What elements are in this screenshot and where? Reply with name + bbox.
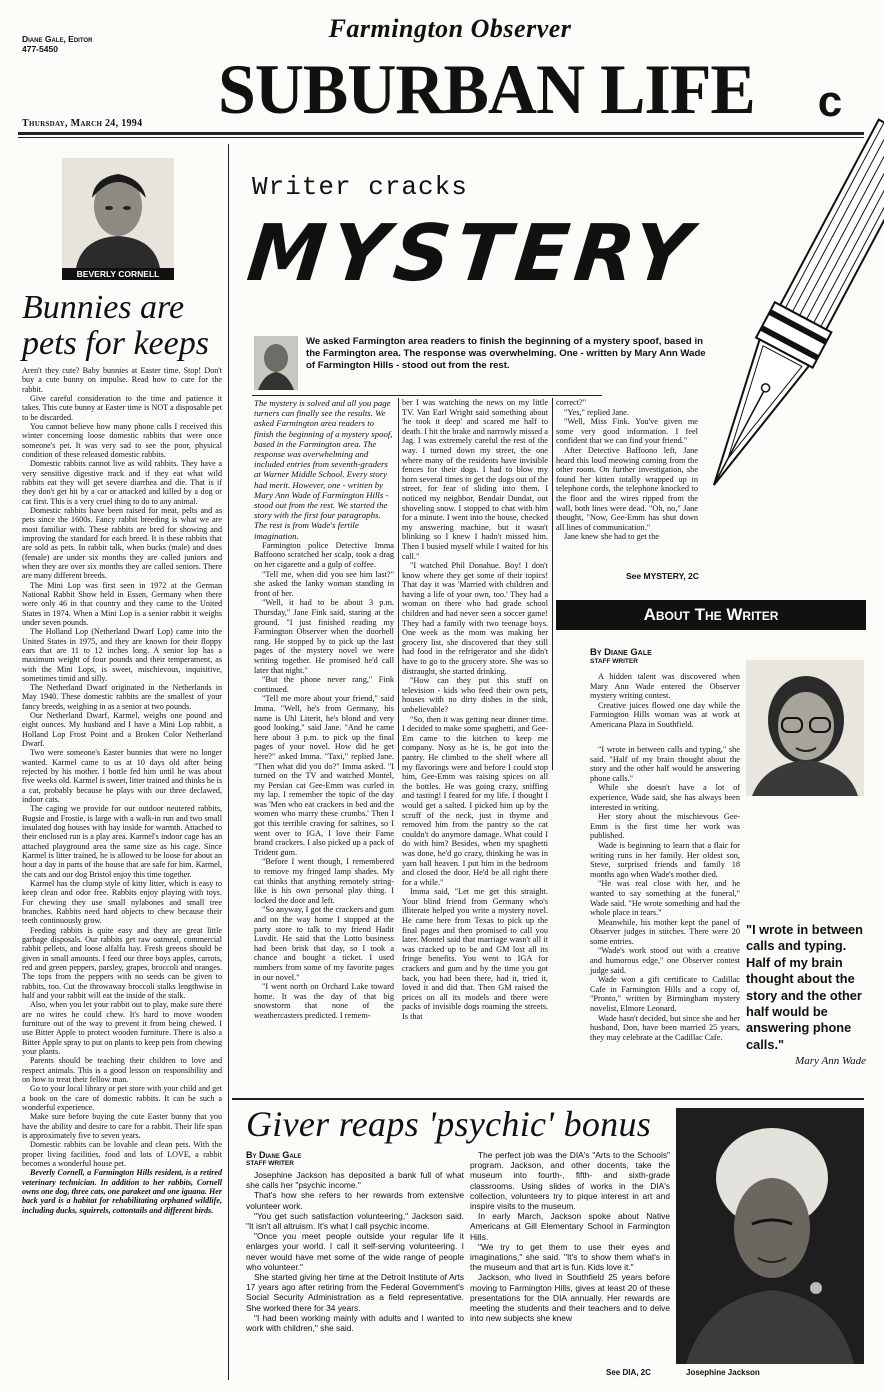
bunnies-para: Karmel has the clump style of kitty litter, which is easy to keep clean and odor free. Rabbits enjoy playing with toys. For chewing they use small nylabones and small tree branches. Rabbits need hard objects to chew because their teeth continuously grow. [22,879,222,926]
about-writer-header: About The Writer [556,600,866,630]
about-para: A hidden talent was discovered when Mary Ann Wade entered the Observer mystery writing contest. [590,672,740,701]
bunnies-para: Parents should be teaching their children to love and respect animals. This is a good lesson on responsibility and on how to treat their fellow man. [22,1056,222,1084]
mystery-para: "But the phone never rang," Fink continued. [254,675,394,694]
giver-para: "I had been working mainly with adults and I wanted to work with children," she said. [246,1312,464,1334]
giver-byline [246,1150,301,1167]
mystery-intro: We asked Farmington area readers to finish the beginning of a mystery spoof, based in the Farmington area. The response was overwhelming. One - written by Mary Ann Wade of Farmington Hills - stood out from the rest. [306,336,706,372]
about-byline-name: By Diane Gale [590,647,652,658]
about-para: Wade is beginning to learn that a flair for writing runs in her family. Her oldest son, Steve, surprised friends and family 18 months ago when Wade's mother died. [590,840,740,879]
giver-para: "Once you meet people outside your regular life it enlarges your world. I call it self-serving volunteering. I never would have met some of the wide range of people who volunteer." [246,1231,464,1272]
mystery-col-divider [398,398,399,770]
mystery-column-3 [556,398,698,568]
columnist-caption: BEVERLY CORNELL [62,268,174,280]
about-para: Her story about the mischievous Gee-Emm is the first time her work was published. [590,812,740,841]
mystery-para: "Tell me more about your friend," said Imma. "Well, he's from Germany, his name is Uhl Literit, he's blond and very good looking," said Jane. "And he came here about 3 p.m. to pick up the final pages of your novel. How did he get here?" asked Imma. "Taxi," replied Jane. "Then what did you do?" Imma asked. "I turned on the TV and watched Montel, my Persian cat Gee-Emm was curled in my lap. I remember the topic of the day was 'Men who eat crackers in bed and the women who marry these crumbs.' Then I got this terrible craving for saltines, so I went over to IGA, I love their Fame brand crackers. I also picked up a pack of Trident gum. [254,694,394,857]
fountain-pen-illustration [700,142,864,572]
masthead-rule-thin [18,137,864,138]
section-letter: c [817,77,843,126]
about-lead [590,672,740,744]
bunnies-para: The caging we provide for our outdoor neutered rabbits, Bugsie and Frostie, is large with a walk-in run and two small insulated dog houses with hay inside for warmth. Attached to their enclosed run is a play area. Karmel's indoor cage has an attached playground area the same size as his cage. Since Karmel is litter trained, he is allowed to be loose for about an hour a day in parts of the house that are safe for him. Karmel, the cats and our dog Bristol enjoy this time together. [22,804,222,879]
bunnies-para: Two were someone's Easter bunnies that were no longer wanted. Karmel came to us at 10 days old after being rejected by his mother. I bottle fed him until he was about five weeks old. Karmel is sweet, litter trained and thinks he is a cat, probably because he plays with our three declawed, indoor cats. [22,748,222,805]
mary-ann-wade-photo [746,660,864,796]
giver-para: She started giving her time at the Detroit Institute of Arts 17 years ago after retiring from the Federal Government's Social Security Administration as a field representative. She worked there for 34 years. [246,1272,464,1313]
mystery-para: "I went north on Orchard Lake toward home. It was the day of that big snowstorm that none of the weathercasters predicted. I remem- [254,982,394,1020]
mystery-para: Imma said, "Let me get this straight. Your blind friend from Germany who's illiterate helped you write a mystery novel. He came here from Texas to pick up the final pages and then promised to call you later. Montel said that marriage wasn't all it was cracked up to be and GM lost all its fringe benefits. You went to IGA for crackers and gum and by the time you got back, you had been there, had it, tried it, loved it and did that. Then GM raised the prices on all its models and there were packs of invisible dogs roaming the streets. Is that [402,887,548,1021]
bunnies-para: Give careful consideration to the time and patience it takes. This cute bunny at Easter time is NOT a disposable pet to be discarded. [22,393,222,422]
mystery-col-divider [552,398,553,770]
mystery-column-1 [254,398,394,1020]
bunnies-article [22,366,222,1376]
about-para: While she doesn't have a lot of experience, Wade said, she has always been interested in writing. [590,783,740,812]
about-pullquote [746,922,866,1067]
about-byline [590,647,652,665]
mystery-editor-note: The mystery is solved and all you page turners can finally see the results. We asked Farmington area readers to finish the beginning of a mystery spoof, based in the Farmington area. The response was overwhelming and included entries from seventh-graders at Warner Middle School. Every story had merit. However, one - written by Mary Ann Wade of Farmington Hills - stood out from the rest. We started the story with the first four paragraphs. The rest is from Wade's fertile imagination. [254,398,393,541]
mystery-intro-rule [252,395,602,396]
mystery-para: After Detective Baffoono left, Jane heard this loud meowing coming from the other room. On further investigation, she found her kitten totally wrapped up in telephone cords, the telephone knocked to the floor and the wires ripped from the wall, both lines were dead. "Oh, no," Jane thought, "Now, Gee-Emm has shut down all lines of communication." [556,445,698,532]
bunnies-para: You cannot believe how many phone calls I received this winter concerning loose domestic rabbits that were once someone's pet. It was very sad to see the poor, physical condition of these released domestic rabbits. [22,421,222,459]
josephine-jackson-caption: Josephine Jackson [686,1368,760,1377]
bunnies-headline: Bunnies are pets for keeps [22,289,209,362]
about-para: "He was real close with her, and he wanted to say something at the funeral," Wade said. "He wrote something and had the whole place in tears." [590,879,740,918]
issue-date: Thursday, March 24, 1994 [22,118,143,129]
bunnies-para: Feeding rabbits is quite easy and they are great little garbage disposals. Our rabbits get raw oatmeal, commercial rabbit pellets, and loose alfalfa hay. Fresh greens should be given in small amounts. I feed our three boys apples, carrots, red and green peppers, parsley, grapes, broccoli and oranges. The tops from the peppers with no seeds can be given to rabbits, too. Cut the throwaway broccoli stalks lengthwise in half and your rabbit will eat the inside of the stalk. [22,925,222,1000]
writer-inset-photo [254,336,298,390]
mystery-para: "I watched Phil Donahue. Boy! I don't know where they get some of their topics! That day it was 'Married with children and having a life of your own, too.' They had a woman on there who had grade school children and had never seen a soccer game! They had a family with two teenage boys. One week as the mom was making her grocery list, she discovered that they still had food in the refrigerator and she didn't have to go to the grocery store. She was so distraught, she started drinking. [402,561,548,676]
mystery-para: "Before I went though, I remembered to remove my fringed lamp shades. My cat thinks that anything remotely string-like is his own personal play thing. I locked the door and left. [254,857,394,905]
about-para: Meanwhile, his mother kept the panel of Observer judges in stitches. There were 20 some entries. [590,917,740,946]
bunnies-para: Domestic rabbits cannot live as wild rabbits. They have a very sensitive digestive track and if they eat what wild rabbits eat they will get severe diarrhea and die. That is if they don't get hit by a car or attacked and killed by a dog or cat first. This is a very cruel thing to do to any animal. [22,459,222,506]
about-body [590,745,740,1090]
giver-para: "You get such satisfaction volunteering," Jackson said. "It isn't all altruism. It's what I call psychic income. [246,1210,464,1232]
bunnies-para: Our Netherland Dwarf, Karmel, weighs one pound and eight ounces. My husband and I have a Mini Lop rabbit, a Holland Lop Frost Point and a Broken Color Netherland Dwarf. [22,711,222,749]
editor-credit [22,34,92,54]
about-para: "Wade's work stood out with a creative and humorous edge," one Observer contest judge said. [590,946,740,975]
mystery-para: Jane knew she had to get the [564,532,659,542]
pullquote-attribution: Mary Ann Wade [795,1055,866,1068]
bunnies-para: Also, when you let your rabbit out to play, make sure there are no wires he could chew. It's hard to move wooden furniture out of the way to prevent it from being chewed. I use Bitter Apple to protect wooden furniture. There is also a Bitter Apple spray to put on plants to keep pets from chewing your plants. [22,1000,222,1056]
giver-headline: Giver reaps 'psychic' bonus [246,1104,652,1144]
giver-byline-name: By Diane Gale [246,1150,302,1160]
bunnies-para: The Netherland Dwarf originated in the Netherlands in May 1940. These domestic rabbits are the smallest of your fancy breeds, weighing in as a senior at two pounds. [22,683,222,711]
giver-column-1 [246,1170,464,1380]
mystery-para: "Yes," replied Jane. [564,407,629,417]
columnist-bio: Beverly Cornell, a Farmington Hills resident, is a retired veterinary technician. In addition to her rabbits, Cornell owns one dog, three cats, one parakeet and one iguana. Her back yard is a habitat for rehabilitating orphaned wildlife, including ducks, squirrels, cottontails and different birds. [22,1168,222,1215]
mystery-kicker: Writer cracks [252,172,468,202]
giver-para: The perfect job was the DIA's "Arts to the Schools" program. Jackson, and other docents, take the museum into fourth-, fifth- and sixth-grade classrooms. Using slides of works in the DIA's collection, volunteers try to pique interest in art and inspire visits to the museum. [470,1150,670,1212]
mystery-para: correct?" [556,398,587,407]
giver-column-2 [470,1150,670,1374]
bunnies-para: Go to your local library or pet store with your child and get a book on the care of domestic rabbits. It can be such a wonderful experience. [22,1084,222,1112]
about-para: Wade hasn't decided, but since she and her husband, Don, have been married 25 years, they may celebrate at the Cadillac Cafe. [590,1013,740,1042]
bunnies-para: Domestic rabbits can be lovable and clean pets. With the proper living facilities, food and lots of LOVE, a rabbit becomes a wonderful house pet. [22,1140,222,1168]
mystery-jump-link[interactable]: See MYSTERY, 2C [626,571,699,581]
paper-nameplate: Farmington Observer [328,14,572,43]
mystery-para: Farmington police Detective Imma Baffoono scratched her scalp, took a drag on her cigarette and a gulp of coffee. [254,540,394,570]
pullquote-text: "I wrote in between calls and typing. Half of my brain thought about the story and the other half would be answering phone calls." [746,922,863,1052]
giver-para: That's how she refers to her rewards from extensive volunteer work. [246,1190,464,1211]
bunnies-para: Domestic rabbits have been raised for meat, pelts and as pets since the 1600s. Fancy rabbit breeding is what we are most familiar with. These rabbits are bred for showing and improving the standard for each breed. It is these rabbits that are sold as pets. In rabbit talk, when bucks (male) and does (female) are under six months they are called juniors and when they are over six months they are called seniors. There are many different breeds. [22,505,222,581]
mystery-para: "Tell me, when did you see him last?" she asked the lanky woman standing in front of her. [254,569,394,598]
section-title: SUBURBAN LIFE [218,49,755,129]
mystery-headline: MYSTERY [243,209,701,299]
giver-jump-link[interactable]: See DIA, 2C [606,1368,651,1377]
mystery-para: "Well, Miss Fink. You've given me some very good information. I feel confident that we can find your friend." [556,417,698,446]
josephine-jackson-photo [676,1108,864,1364]
giver-para: Jackson, who lived in Southfield 25 years before moving to Farmington Hills, gives at least 20 of these presentations for the DIA annually. Her rewards are meeting the students and their teachers and to delve into new subjects she knew [470,1272,670,1324]
about-para: Creative juices flowed one day while the Farmington Hills woman was at work at Americana Plaza in Southfield. [590,700,740,729]
giver-para: "We try to get them to use their eyes and imaginations," she said. "It's to show them what's in the museum and that art is fun. Kids love it." [470,1241,670,1273]
left-column-divider [228,144,229,1380]
mystery-para: "So anyway, I got the crackers and gum and on the way home I stopped at the party store to talk to my friend Hadit Luvdit. He said that the Lotto business had been brisk that day, so I took a chance and bought a ticket. I used numbers from some of my favorite pages in our novel." [254,905,394,982]
giver-top-rule [232,1098,864,1100]
mystery-para: "Well, it had to be about 3 p.m. Thursday," Jane Fink said, staring at the ground. "I just finished reading my Farmington Observer when the doorbell rang. He stopped by to pick up the last pages of the mystery novel we were writing together. He promised he'd call later that night." [254,598,394,675]
mystery-column-2 [402,398,548,1021]
mystery-para: ber I was watching the news on my little TV. Van Earl Wright said something about 'he took it deep' and scared me half to death. I hit the brake and narrowly missed a Jag. I was extremely careful the rest of the way. I turned down my street, the one where many of the residents have invisible fences for their dogs. I had to blow my horn several times to get the dogs out of the street, for fear of sliding into them. I noticed my neighbor, Bendair Dundat, out shoveling snow. I stopped to chat with him for a minute. I went into the house, checked my answering machine, but it wasn't blinking so I knew I hadn't missed him. Then I busied myself while I waited for his call." [402,398,548,561]
mystery-para: "How can they put this stuff on television - kids who feed their own pets, houses with no dirty dishes in the sink, unbelievable? [402,676,548,714]
editor-phone: 477-5450 [22,44,58,54]
bunnies-para: The Holland Lop (Netherland Dwarf Lop) came into the United States in 1975, and they are known for their floppy ears that are 11 to 12 inches long. A senior lop has a maximum weight of four pounds and their temperament, as with the Mini Lops, is sweet, mischievous, inquisitive, sometimes timid and silly. [22,627,222,683]
editor-name: Diane Gale, Editor [22,34,93,44]
masthead-rule [18,132,864,135]
about-para: "I wrote in between calls and typing," she said. "Half of my brain thought about the story and the other half would be answering phone calls." [590,745,740,783]
giver-para: In early March, Jackson spoke about Native Americans at Gill Elementary School in Farmington Hills. [470,1211,670,1242]
about-byline-role: STAFF WRITER [590,658,638,665]
mystery-para: "So, then it was getting near dinner time. I decided to make some spaghetti, and Gee-Em came to the kitchen to keep me company. Nosy as he is, he got into the pantry. He climbed to the shelf where all my flavorings were and before I could stop him, Gee-Emm was raising spices on all the bottles. He was going crazy, sniffing and tasting! I feared for my life. I thought I would get a salted. I picked him up by the scruff of the neck, just in thyme and removed him from the pantry so the cat couldn't do anymore damage. What could I do with him? Besides, when my spaghetti was done, he'd go crazy, thinking he was in yarn ball heaven. I put him in the bedroom and closed the door. He'd be all right there for a while." [402,714,548,887]
bunnies-para: Aren't they cute? Baby bunnies at Easter time. Stop! Don't buy a cute bunny on impulse. Read how to care for the rabbit. [22,366,222,394]
giver-para: Josephine Jackson has deposited a bank full of what she calls her "psychic income." [246,1170,464,1191]
giver-byline-role: STAFF WRITER [246,1160,294,1167]
columnist-photo [62,158,174,268]
bunnies-para: Make sure before buying the cute Easter bunny that you have the ability and desire to care for a rabbit. Their life span is approximately five to seven years. [22,1112,222,1140]
about-para: Wade won a gift certificate to Cadillac Cafe in Farmington Hills and a copy of, "Pronto," written by Birmingham mystery novelist, Elmore Leonard. [590,975,740,1014]
bunnies-para: The Mini Lop was first seen in 1972 at the German National Rabbit Show held in Essen, Germany when there were only 46 in that country and they came to the United States in 1974. When a Mini Lop is a senior rabbit it weighs under seven pounds. [22,580,222,627]
